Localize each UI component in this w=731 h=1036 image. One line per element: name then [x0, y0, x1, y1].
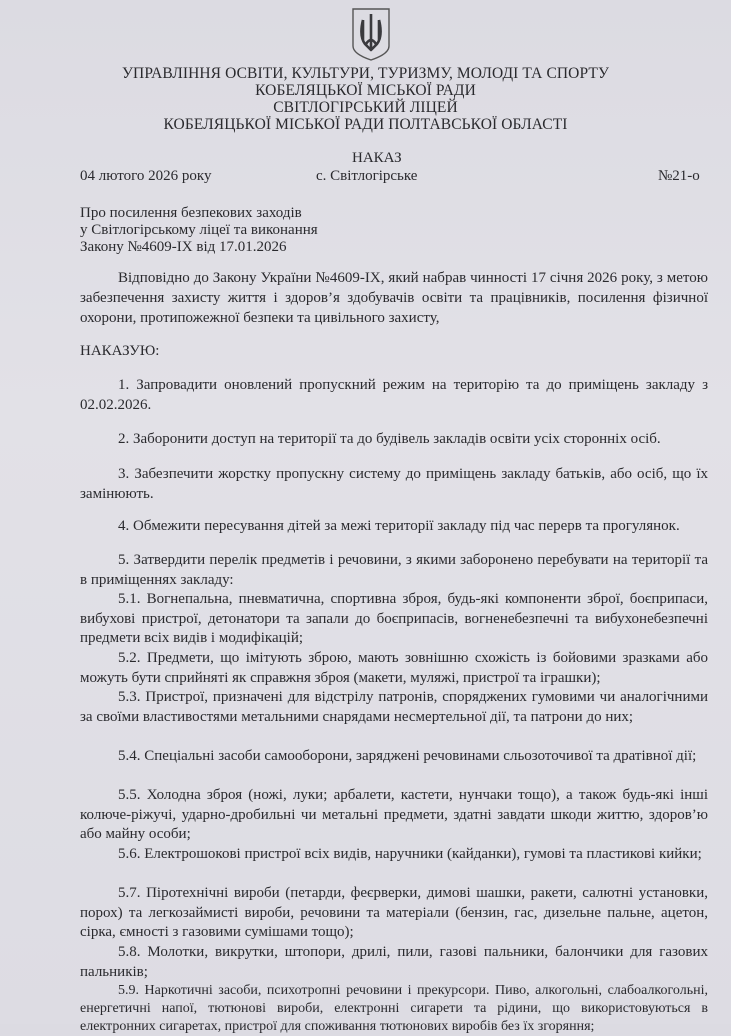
subject-line-1: Про посилення безпекових заходів [80, 205, 302, 221]
header-line-2: КОБЕЛЯЦЬКОЇ МІСЬКОЇ РАДИ [255, 82, 476, 99]
item-3: 3. Забезпечити жорстку пропускну систему до приміщень закладу батьків, або осіб, що їх замінюють. [80, 466, 708, 502]
ukraine-trident-icon [349, 6, 393, 62]
item-4: 4. Обмежити пересування дітей за межі території закладу під час перерв та прогулянок. [118, 518, 680, 534]
subitem-5-5: 5.5. Холодна зброя (ножі, луки; арбалети, кастети, нунчаки тощо), а також будь-які інші колюче-ріжучі, ударно-дробильні чи метальні предмети, здатні завдати шкоди життю, здоров’ю або майну особи; [80, 787, 708, 842]
preamble: Відповідно до Закону України №4609-IX, який набрав чинності 17 січня 2026 року, з метою забезпечення захисту життя і здоров’я здобувачів освіти та працівників, посилення фізичної охорони, протипожежної безпеки та цивільного захисту, [80, 270, 708, 326]
order-date: 04 лютого 2026 року [80, 168, 212, 184]
order-place: с. Світлогірське [316, 168, 418, 184]
subject-line-3: Закону №4609-IX від 17.01.2026 [80, 239, 287, 255]
subitem-5-8: 5.8. Молотки, викрутки, штопори, дрилі, пили, газові пальники, балончики для газових пальників; [80, 944, 708, 980]
subitem-5-2: 5.2. Предмети, що імітують зброю, мають зовнішню схожість із бойовими зразками або можуть бути сприйняті як справжня зброя (макети, муляжі, пристрої та іграшки); [80, 650, 708, 686]
item-1: 1. Запровадити оновлений пропускний режим на територію та до приміщень закладу з 02.02.2026. [80, 377, 708, 413]
header-line-1: УПРАВЛІННЯ ОСВІТИ, КУЛЬТУРИ, ТУРИЗМУ, МОЛОДІ ТА СПОРТУ [121, 65, 610, 82]
subitem-5-1: 5.1. Вогнепальна, пневматична, спортивна зброя, будь-які компоненти зброї, боєприпаси, вибухові пристрої, детонатори та запали до боєприпасів, вогненебезпечні та вибухонебезпечні предмети всіх видів і модифікацій; [80, 591, 708, 646]
header-line-3: СВІТЛОГІРСЬКИЙ ЛІЦЕЙ [273, 99, 458, 116]
subitem-5-3: 5.3. Пристрої, призначені для відстрілу патронів, споряджених гумовими чи аналогічними за своїми властивостями метальними снарядами несмертельної дії, та патрони до них; [80, 689, 708, 725]
order-word: НАКАЗУЮ: [80, 343, 160, 359]
header-line-4: КОБЕЛЯЦЬКОЇ МІСЬКОЇ РАДИ ПОЛТАВСЬКОЇ ОБЛАСТІ [163, 116, 568, 133]
subitem-5-9: 5.9. Наркотичні засоби, психотропні речовини і прекурсори. Пиво, алкогольні, слабоалкогольні, енергетичні напої, тютюнові вироби, електронні сигарети та рідини, що використовуються в електронних сигаретах, пристрої для споживання тютюнових виробів без їх згоряння; [80, 983, 708, 1034]
subitem-5-4: 5.4. Спеціальні засоби самооборони, заряджені речовинами сльозоточивої та дратівної дії; [118, 748, 697, 764]
subitem-5-6: 5.6. Електрошокові пристрої всіх видів, наручники (кайданки), гумові та пластикові кийки; [118, 846, 702, 862]
item-5: 5. Затвердити перелік предметів і речовини, з якими заборонено перебувати на території та в приміщеннях закладу: [80, 552, 708, 588]
order-title: НАКАЗ [352, 150, 402, 166]
subject-line-2: у Світлогірському ліцеї та виконання [80, 222, 318, 238]
subitem-5-7: 5.7. Піротехнічні вироби (петарди, феєрверки, димові шашки, ракети, салютні установки, порох) та легкозаймисті вироби, речовини та матеріали (бензин, гас, дизельне пальне, ацетон, сірка, ємності з газовими сумішами тощо); [80, 885, 708, 940]
item-2: 2. Заборонити доступ на території та до будівель закладів освіти усіх сторонніх осіб. [118, 431, 661, 447]
order-number: №21-о [658, 168, 700, 184]
